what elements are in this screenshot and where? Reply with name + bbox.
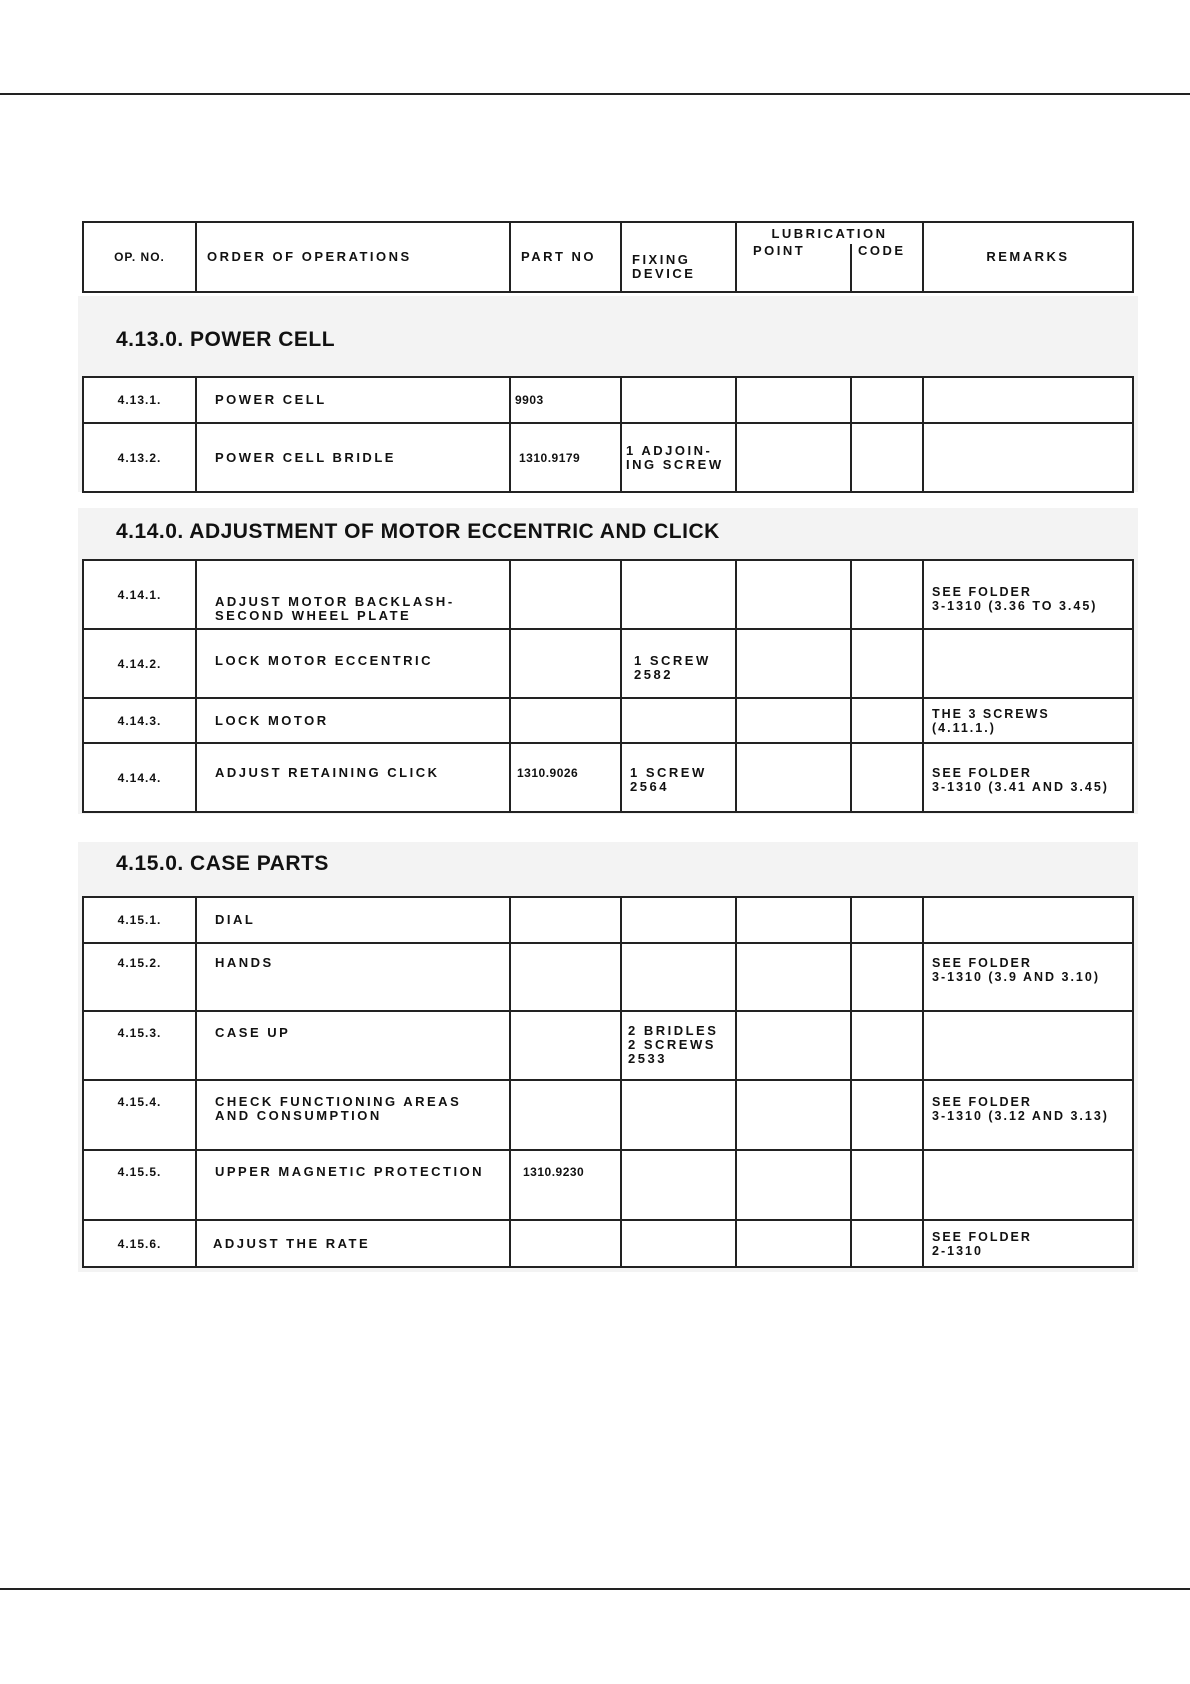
part-number: [510, 560, 621, 629]
table-row: [83, 897, 1133, 943]
remarks: SEE FOLDER 2-1310: [923, 1220, 1133, 1267]
op-number: 4.15.5.: [83, 1150, 196, 1220]
fixing-device: [621, 560, 736, 629]
part-number: 1310.9230: [510, 1150, 621, 1220]
fixing-device: [621, 1220, 736, 1267]
fixing-device: [621, 698, 736, 743]
remarks: SEE FOLDER 3-1310 (3.9 AND 3.10): [923, 943, 1133, 1011]
header-remarks: REMARKS: [923, 222, 1133, 292]
part-number: [510, 1011, 621, 1080]
lub-point: [736, 1011, 851, 1080]
remarks: THE 3 SCREWS (4.11.1.): [923, 698, 1133, 743]
part-number: [510, 698, 621, 743]
remarks: [923, 629, 1133, 698]
fixing-device: 1 SCREW 2582: [621, 629, 736, 698]
table-row: [83, 377, 1133, 423]
table-row: [83, 629, 1133, 698]
section-table: [82, 376, 1134, 493]
operation: ADJUST RETAINING CLICK: [196, 743, 510, 812]
section-table: [82, 559, 1134, 813]
lub-point: [736, 1220, 851, 1267]
table-row: [83, 1220, 1133, 1267]
op-number: 4.13.2.: [83, 423, 196, 492]
op-number: 4.15.6.: [83, 1220, 196, 1267]
lub-code: [851, 743, 923, 812]
fixing-device: [621, 897, 736, 943]
header-fixing-device: FIXING DEVICE: [621, 222, 736, 292]
lub-point: [736, 560, 851, 629]
part-number: 9903: [510, 377, 621, 423]
table-row: [83, 743, 1133, 812]
lub-point: [736, 629, 851, 698]
lub-point: [736, 897, 851, 943]
bottom-rule: [0, 1588, 1190, 1590]
lub-code: [851, 423, 923, 492]
part-number: [510, 897, 621, 943]
remarks: [923, 423, 1133, 492]
lub-code: [851, 698, 923, 743]
operation: CHECK FUNCTIONING AREAS AND CONSUMPTION: [196, 1080, 510, 1150]
table-row: [83, 1011, 1133, 1080]
part-number: 1310.9179: [510, 423, 621, 492]
part-number: 1310.9026: [510, 743, 621, 812]
fixing-device: 1 SCREW 2564: [621, 743, 736, 812]
operation: LOCK MOTOR: [196, 698, 510, 743]
lub-code: [851, 1150, 923, 1220]
lub-point: [736, 943, 851, 1011]
lub-code: [851, 560, 923, 629]
lub-code: [851, 1011, 923, 1080]
op-number: 4.14.1.: [83, 560, 196, 629]
table-row: [83, 1080, 1133, 1150]
table-row: [83, 560, 1133, 629]
lub-code: [851, 897, 923, 943]
lub-code: [851, 943, 923, 1011]
remarks: [923, 1150, 1133, 1220]
operation: ADJUST MOTOR BACKLASH- SECOND WHEEL PLATE: [196, 560, 510, 629]
lub-point: [736, 698, 851, 743]
op-number: 4.15.2.: [83, 943, 196, 1011]
section-table: [82, 896, 1134, 1268]
lub-code: [851, 1220, 923, 1267]
fixing-device: [621, 1150, 736, 1220]
op-number: 4.15.1.: [83, 897, 196, 943]
table-row: [83, 1150, 1133, 1220]
header-order: ORDER OF OPERATIONS: [196, 222, 510, 292]
table-row: [83, 943, 1133, 1011]
header-part-no: PART NO: [510, 222, 621, 292]
header-op-no: OP. NO.: [83, 222, 196, 292]
lub-point: [736, 423, 851, 492]
operation: UPPER MAGNETIC PROTECTION: [196, 1150, 510, 1220]
lub-code: [851, 377, 923, 423]
part-number: [510, 1220, 621, 1267]
part-number: [510, 943, 621, 1011]
op-number: 4.15.4.: [83, 1080, 196, 1150]
remarks: SEE FOLDER 3-1310 (3.41 AND 3.45): [923, 743, 1133, 812]
operation: POWER CELL: [196, 377, 510, 423]
lub-point: [736, 377, 851, 423]
column-header-table: [82, 221, 1134, 293]
lub-point: [736, 743, 851, 812]
remarks: SEE FOLDER 3-1310 (3.12 AND 3.13): [923, 1080, 1133, 1150]
op-number: 4.14.2.: [83, 629, 196, 698]
op-number: 4.15.3.: [83, 1011, 196, 1080]
table-row: [83, 698, 1133, 743]
table-row: [83, 423, 1133, 492]
operation: DIAL: [196, 897, 510, 943]
header-point: POINT: [736, 244, 851, 292]
header-code: CODE: [851, 244, 923, 292]
remarks: SEE FOLDER 3-1310 (3.36 TO 3.45): [923, 560, 1133, 629]
remarks: [923, 897, 1133, 943]
part-number: [510, 1080, 621, 1150]
operation: LOCK MOTOR ECCENTRIC: [196, 629, 510, 698]
section-title: 4.13.0. POWER CELL: [116, 328, 336, 351]
op-number: 4.13.1.: [83, 377, 196, 423]
fixing-device: [621, 943, 736, 1011]
fixing-device: [621, 377, 736, 423]
lub-code: [851, 1080, 923, 1150]
op-number: 4.14.4.: [83, 743, 196, 812]
section-title: 4.15.0. CASE PARTS: [116, 852, 329, 875]
fixing-device: 2 BRIDLES 2 SCREWS 2533: [621, 1011, 736, 1080]
header-lubrication: LUBRICATION: [736, 222, 923, 244]
op-number: 4.14.3.: [83, 698, 196, 743]
section-title: 4.14.0. ADJUSTMENT OF MOTOR ECCENTRIC AND CLICK: [116, 520, 720, 543]
fixing-device: 1 ADJOIN- ING SCREW: [621, 423, 736, 492]
operation: POWER CELL BRIDLE: [196, 423, 510, 492]
top-rule: [0, 93, 1190, 95]
remarks: [923, 1011, 1133, 1080]
operation: CASE UP: [196, 1011, 510, 1080]
lub-point: [736, 1080, 851, 1150]
lub-point: [736, 1150, 851, 1220]
part-number: [510, 629, 621, 698]
fixing-device: [621, 1080, 736, 1150]
lub-code: [851, 629, 923, 698]
operation: HANDS: [196, 943, 510, 1011]
remarks: [923, 377, 1133, 423]
operation: ADJUST THE RATE: [196, 1220, 510, 1267]
